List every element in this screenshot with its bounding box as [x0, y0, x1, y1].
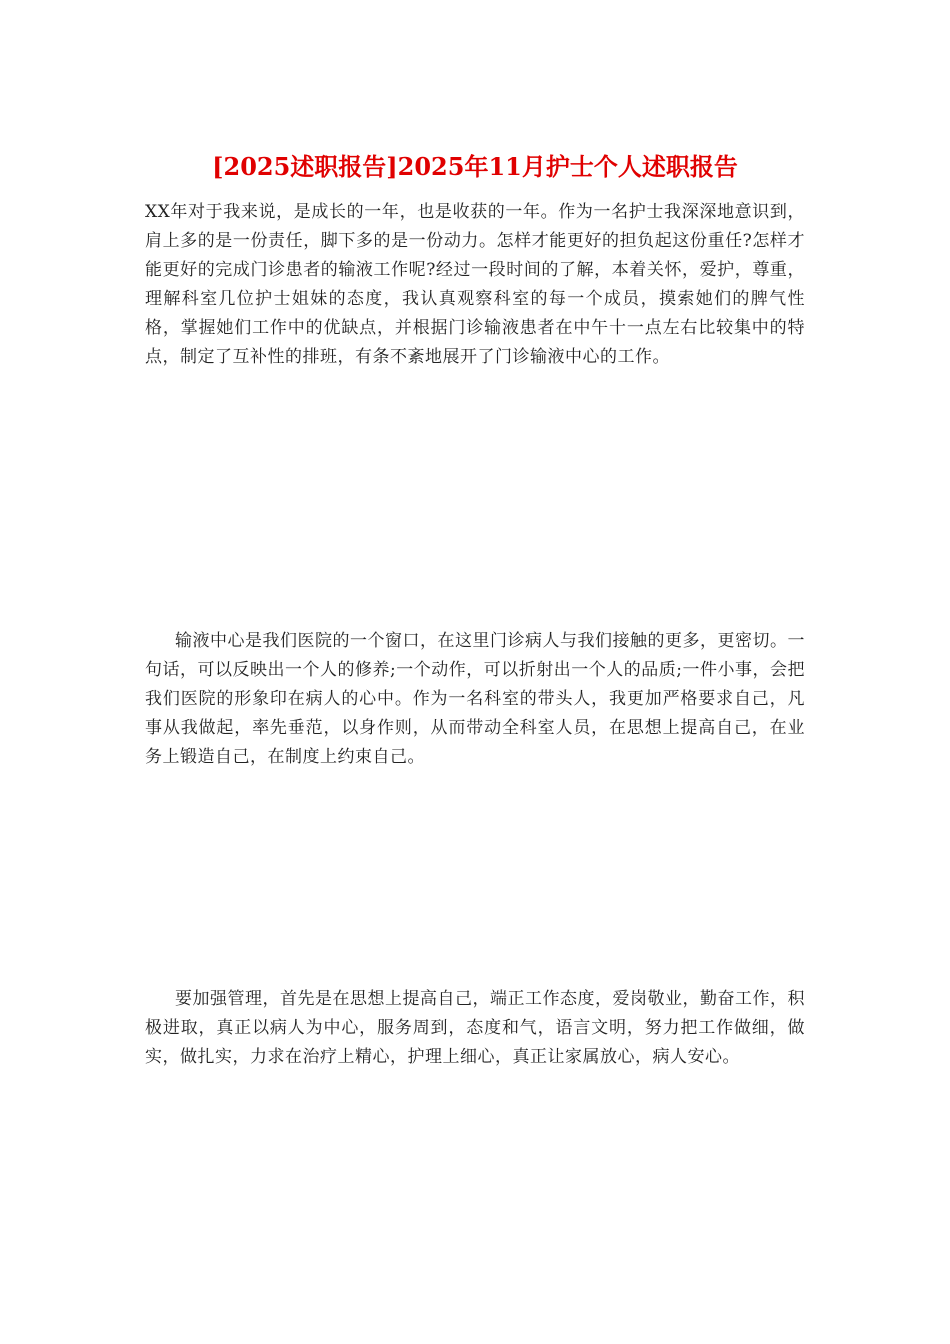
paragraph-3: 要加强管理，首先是在思想上提高自己，端正工作态度，爱岗敬业，勤奋工作，积极进取，真正以病人为中心，服务周到，态度和气，语言文明，努力把工作做细，做实，做扎实，力求在治疗上精心，护理上细心，真正让家属放心，病人安心。 [145, 989, 805, 1067]
paragraph-1: XX年对于我来说，是成长的一年，也是收获的一年。作为一名护士我深深地意识到，肩上多的是一份责任，脚下多的是一份动力。怎样才能更好的担负起这份重任?怎样才能更好的完成门诊患者的输液工作呢?经过一段时间的了解，本着关怀，爱护，尊重，理解科室几位护士姐妹的态度，我认真观察科室的每一个成员，摸索她们的脾气性格，掌握她们工作中的优缺点，并根据门诊输液患者在中午十一点左右比较集中的特点，制定了互补性的排班，有条不紊地展开了门诊输液中心的工作。 [145, 202, 805, 367]
document-title: [2025述职报告]2025年11月护士个人述职报告 [212, 152, 738, 181]
paragraph-2: 输液中心是我们医院的一个窗口，在这里门诊病人与我们接触的更多，更密切。一句话，可以反映出一个人的修养;一个动作，可以折射出一个人的品质;一件小事，会把我们医院的形象印在病人的心中。作为一名科室的带头人，我更加严格要求自己，凡事从我做起，率先垂范，以身作则，从而带动全科室人员，在思想上提高自己，在业务上锻造自己，在制度上约束自己。 [145, 631, 805, 767]
